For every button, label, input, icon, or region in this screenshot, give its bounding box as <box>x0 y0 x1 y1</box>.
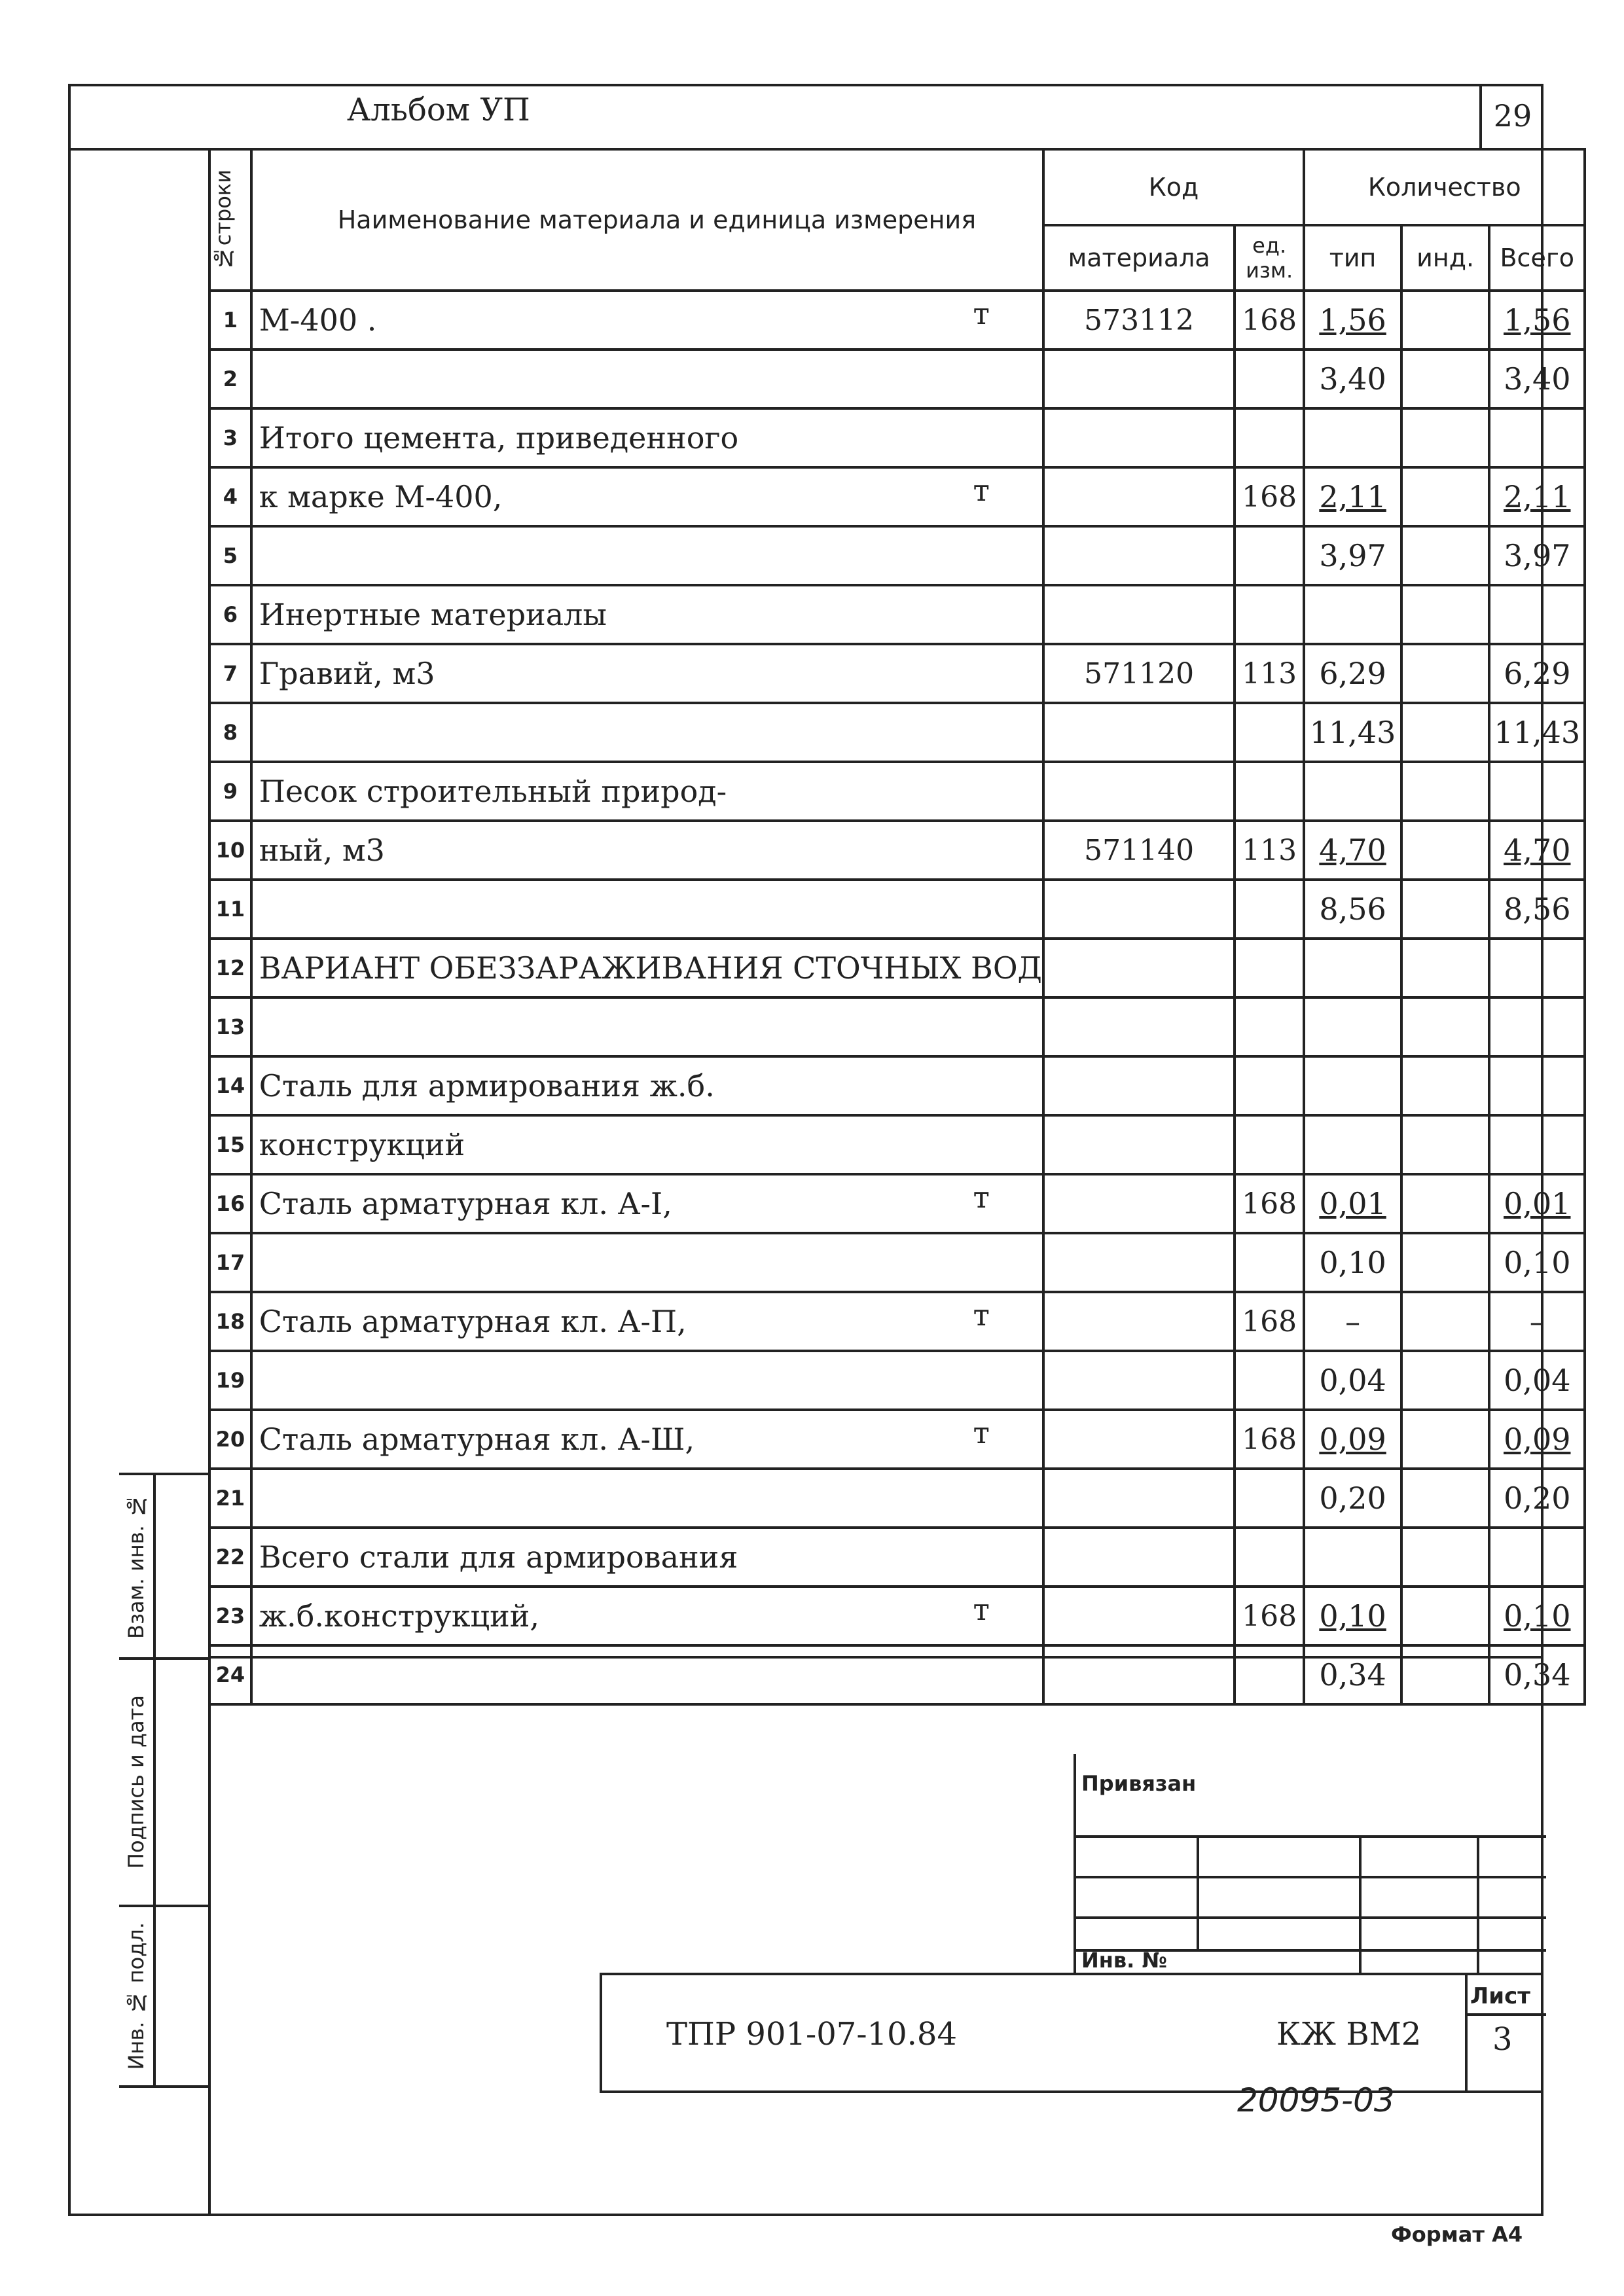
qty-ind <box>1401 821 1489 880</box>
material-name: Гравий, м3 <box>251 644 1043 703</box>
unit-code <box>1235 408 1304 467</box>
material-code <box>1043 1645 1235 1704</box>
qty-total: 0,34 <box>1489 1645 1585 1704</box>
qty-total: 0,20 <box>1489 1469 1585 1528</box>
format-label: Формат А4 <box>1391 2222 1523 2247</box>
material-name: Песок строительный природ- <box>251 762 1043 821</box>
qty-total <box>1489 1528 1585 1587</box>
qty-ind <box>1401 467 1489 526</box>
inv-podl-label: Инв. № подл. <box>124 1922 149 2070</box>
material-code <box>1043 1056 1235 1115</box>
material-code <box>1043 880 1235 939</box>
qty-ind <box>1401 880 1489 939</box>
material-code <box>1043 408 1235 467</box>
row-number: 5 <box>209 526 251 585</box>
qty-ind <box>1401 1233 1489 1292</box>
qty-total: 0,10 <box>1489 1587 1585 1645</box>
col-name-header: Наименование материала и единица измерения <box>251 149 1043 291</box>
podpis-cell <box>119 1657 208 1905</box>
unit-code <box>1235 997 1304 1056</box>
inv-podl-cell <box>119 1905 208 2088</box>
qty-total <box>1489 1056 1585 1115</box>
unit-code <box>1235 880 1304 939</box>
material-code <box>1043 585 1235 644</box>
table-row <box>209 467 1624 526</box>
material-code <box>1043 1351 1235 1410</box>
inv-no-label: Инв. № <box>1081 1948 1167 1973</box>
table-row <box>209 526 1624 585</box>
material-code <box>1043 1528 1235 1587</box>
qty-ind <box>1401 1056 1489 1115</box>
row-number: 3 <box>209 408 251 467</box>
material-name <box>251 997 1043 1056</box>
row-number: 20 <box>209 1410 251 1469</box>
col-qty-type: тип <box>1304 225 1401 291</box>
podpis-label: Подпись и дата <box>124 1695 149 1869</box>
sheet-number: 3 <box>1492 2021 1513 2058</box>
qty-ind <box>1401 997 1489 1056</box>
material-name <box>251 350 1043 408</box>
qty-ind <box>1401 1292 1489 1351</box>
table-row <box>209 291 1624 350</box>
table-row <box>209 1469 1624 1528</box>
unit-code <box>1235 703 1304 762</box>
unit-code <box>1235 350 1304 408</box>
material-code <box>1043 1469 1235 1528</box>
material-code <box>1043 703 1235 762</box>
table-row <box>209 1587 1624 1645</box>
qty-type <box>1304 1115 1401 1174</box>
qty-ind <box>1401 1645 1489 1704</box>
table-row <box>209 1115 1624 1174</box>
unit-code <box>1235 1645 1304 1704</box>
materials-table <box>208 148 1624 1706</box>
qty-type: 0,09 <box>1304 1410 1401 1469</box>
qty-type: 0,20 <box>1304 1469 1401 1528</box>
qty-type <box>1304 939 1401 997</box>
side-stamp <box>119 1473 208 2216</box>
material-code <box>1043 1292 1235 1351</box>
material-code: 571140 <box>1043 821 1235 880</box>
material-code: 571120 <box>1043 644 1235 703</box>
material-code <box>1043 1233 1235 1292</box>
drawing-mark: КЖ ВМ2 <box>1276 2016 1422 2053</box>
row-number: 12 <box>209 939 251 997</box>
qty-total: 3,97 <box>1489 526 1585 585</box>
col-qty-header: Количество <box>1304 149 1585 225</box>
qty-total <box>1489 1115 1585 1174</box>
unit-code <box>1235 939 1304 997</box>
unit-t: т <box>973 1592 990 1627</box>
material-code <box>1043 1174 1235 1233</box>
unit-code <box>1235 1233 1304 1292</box>
title-block <box>600 1973 1543 2093</box>
table-row <box>209 1528 1624 1587</box>
material-name: ж.б.конструкций, т <box>251 1587 1043 1645</box>
qty-ind <box>1401 762 1489 821</box>
material-code: 573112 <box>1043 291 1235 350</box>
row-number: 16 <box>209 1174 251 1233</box>
row-number: 9 <box>209 762 251 821</box>
qty-type: 11,43 <box>1304 703 1401 762</box>
material-name <box>251 1645 1043 1704</box>
qty-total: 4,70 <box>1489 821 1585 880</box>
unit-code <box>1235 526 1304 585</box>
material-code <box>1043 1115 1235 1174</box>
table-row <box>209 1233 1624 1292</box>
qty-ind <box>1401 1174 1489 1233</box>
table-row <box>209 408 1624 467</box>
qty-type: 0,34 <box>1304 1645 1401 1704</box>
unit-code <box>1235 1115 1304 1174</box>
row-number: 15 <box>209 1115 251 1174</box>
project-code: ТПР 901-07-10.84 <box>666 2016 957 2053</box>
material-name <box>251 1469 1043 1528</box>
qty-type: 0,01 <box>1304 1174 1401 1233</box>
qty-type: 6,29 <box>1304 644 1401 703</box>
row-number: 24 <box>209 1645 251 1704</box>
material-name: Инертные материалы <box>251 585 1043 644</box>
qty-type <box>1304 408 1401 467</box>
table-row <box>209 1410 1624 1469</box>
material-name <box>251 1233 1043 1292</box>
table-row <box>209 1292 1624 1351</box>
unit-t: т <box>973 1415 990 1450</box>
qty-type <box>1304 1528 1401 1587</box>
row-number: 2 <box>209 350 251 408</box>
col-code-header: Код <box>1043 149 1304 225</box>
row-number: 23 <box>209 1587 251 1645</box>
material-code <box>1043 350 1235 408</box>
qty-type: 0,04 <box>1304 1351 1401 1410</box>
privyazan-label: Привязан <box>1081 1771 1197 1796</box>
row-number: 19 <box>209 1351 251 1410</box>
qty-total <box>1489 762 1585 821</box>
qty-ind <box>1401 526 1489 585</box>
unit-code: 168 <box>1235 291 1304 350</box>
qty-total: 0,01 <box>1489 1174 1585 1233</box>
qty-type: 1,56 <box>1304 291 1401 350</box>
qty-ind <box>1401 1469 1489 1528</box>
material-name: к марке М-400, т <box>251 467 1043 526</box>
qty-total: 6,29 <box>1489 644 1585 703</box>
qty-total: 0,04 <box>1489 1351 1585 1410</box>
unit-code <box>1235 762 1304 821</box>
vzam-label: Взам. инв. № <box>124 1494 149 1639</box>
binding-stamp <box>1074 1754 1543 1973</box>
row-number: 11 <box>209 880 251 939</box>
qty-type: 4,70 <box>1304 821 1401 880</box>
material-name: Сталь для армирования ж.б. <box>251 1056 1043 1115</box>
row-number: 13 <box>209 997 251 1056</box>
qty-ind <box>1401 939 1489 997</box>
qty-type: 2,11 <box>1304 467 1401 526</box>
material-code <box>1043 939 1235 997</box>
qty-ind <box>1401 1351 1489 1410</box>
table-row <box>209 585 1624 644</box>
qty-total: 0,09 <box>1489 1410 1585 1469</box>
qty-total: 2,11 <box>1489 467 1585 526</box>
material-code <box>1043 997 1235 1056</box>
material-name: ВАРИАНТ ОБЕЗЗАРАЖИВАНИЯ СТОЧНЫХ ВОД <box>251 939 1043 997</box>
qty-type <box>1304 997 1401 1056</box>
unit-code <box>1235 1056 1304 1115</box>
qty-total: 1,56 <box>1489 291 1585 350</box>
material-name: конструкций <box>251 1115 1043 1174</box>
col-qty-ind: инд. <box>1401 225 1489 291</box>
row-number: 21 <box>209 1469 251 1528</box>
qty-total: 11,43 <box>1489 703 1585 762</box>
qty-ind <box>1401 1115 1489 1174</box>
unit-code: 168 <box>1235 467 1304 526</box>
col-qty-total: Всего <box>1489 225 1585 291</box>
qty-total: 0,10 <box>1489 1233 1585 1292</box>
unit-code: 168 <box>1235 1174 1304 1233</box>
row-number: 22 <box>209 1528 251 1587</box>
vzam-cell <box>119 1473 208 1657</box>
table-row <box>209 762 1624 821</box>
row-number: 18 <box>209 1292 251 1351</box>
table-row <box>209 997 1624 1056</box>
material-name <box>251 1351 1043 1410</box>
table-row <box>209 1645 1624 1704</box>
unit-t: т <box>973 1179 990 1215</box>
unit-code: 113 <box>1235 644 1304 703</box>
material-name: Сталь арматурная кл. А-Ш, т <box>251 1410 1043 1469</box>
material-name: Итого цемента, приведенного <box>251 408 1043 467</box>
unit-code <box>1235 1351 1304 1410</box>
qty-total <box>1489 939 1585 997</box>
unit-code <box>1235 585 1304 644</box>
qty-type: 0,10 <box>1304 1233 1401 1292</box>
qty-type <box>1304 762 1401 821</box>
table-row <box>209 939 1624 997</box>
qty-ind <box>1401 1528 1489 1587</box>
unit-code <box>1235 1469 1304 1528</box>
material-name: Всего стали для армирования <box>251 1528 1043 1587</box>
row-number: 7 <box>209 644 251 703</box>
qty-type: 3,40 <box>1304 350 1401 408</box>
qty-total <box>1489 997 1585 1056</box>
material-name: Сталь арматурная кл. А-П, т <box>251 1292 1043 1351</box>
row-number: 8 <box>209 703 251 762</box>
material-code <box>1043 526 1235 585</box>
material-name <box>251 526 1043 585</box>
qty-type <box>1304 1056 1401 1115</box>
qty-ind <box>1401 408 1489 467</box>
qty-ind <box>1401 644 1489 703</box>
col-rownum-header: №строки <box>209 149 251 291</box>
table-row <box>209 703 1624 762</box>
qty-ind <box>1401 350 1489 408</box>
row-number: 6 <box>209 585 251 644</box>
qty-ind <box>1401 703 1489 762</box>
row-number: 14 <box>209 1056 251 1115</box>
qty-ind <box>1401 1587 1489 1645</box>
unit-code <box>1235 1528 1304 1587</box>
unit-t: т <box>973 1297 990 1333</box>
table-row <box>209 1174 1624 1233</box>
unit-code: 113 <box>1235 821 1304 880</box>
unit-code: 168 <box>1235 1410 1304 1469</box>
material-code <box>1043 762 1235 821</box>
page-number: 29 <box>1479 84 1543 148</box>
table-row <box>209 880 1624 939</box>
qty-ind <box>1401 585 1489 644</box>
material-code <box>1043 1410 1235 1469</box>
qty-total <box>1489 408 1585 467</box>
row-number: 4 <box>209 467 251 526</box>
qty-total: 8,56 <box>1489 880 1585 939</box>
unit-t: т <box>973 296 990 331</box>
material-name <box>251 703 1043 762</box>
qty-total: 3,40 <box>1489 350 1585 408</box>
row-number: 10 <box>209 821 251 880</box>
sheet-label: Лист <box>1470 1983 1530 2009</box>
qty-ind <box>1401 1410 1489 1469</box>
qty-ind <box>1401 291 1489 350</box>
col-code-material: материала <box>1043 225 1235 291</box>
unit-t: т <box>973 473 990 508</box>
handwritten-number: 20095-03 <box>1237 2081 1395 2119</box>
material-code <box>1043 1587 1235 1645</box>
material-name <box>251 880 1043 939</box>
unit-code: 168 <box>1235 1292 1304 1351</box>
row-number: 1 <box>209 291 251 350</box>
qty-type: 8,56 <box>1304 880 1401 939</box>
qty-type: 0,10 <box>1304 1587 1401 1645</box>
table-row <box>209 350 1624 408</box>
material-name: М-400 . т <box>251 291 1043 350</box>
table-row <box>209 1351 1624 1410</box>
material-name: Сталь арматурная кл. А-I, т <box>251 1174 1043 1233</box>
qty-type <box>1304 585 1401 644</box>
material-name: ный, м3 <box>251 821 1043 880</box>
row-number: 17 <box>209 1233 251 1292</box>
qty-total: – <box>1489 1292 1585 1351</box>
col-code-unit: ед. изм. <box>1235 225 1304 291</box>
table-row <box>209 644 1624 703</box>
table-row <box>209 821 1624 880</box>
material-code <box>1043 467 1235 526</box>
album-title: Альбом УП <box>347 92 530 128</box>
table-row <box>209 1056 1624 1115</box>
qty-total <box>1489 585 1585 644</box>
unit-code: 168 <box>1235 1587 1304 1645</box>
qty-type: – <box>1304 1292 1401 1351</box>
qty-type: 3,97 <box>1304 526 1401 585</box>
